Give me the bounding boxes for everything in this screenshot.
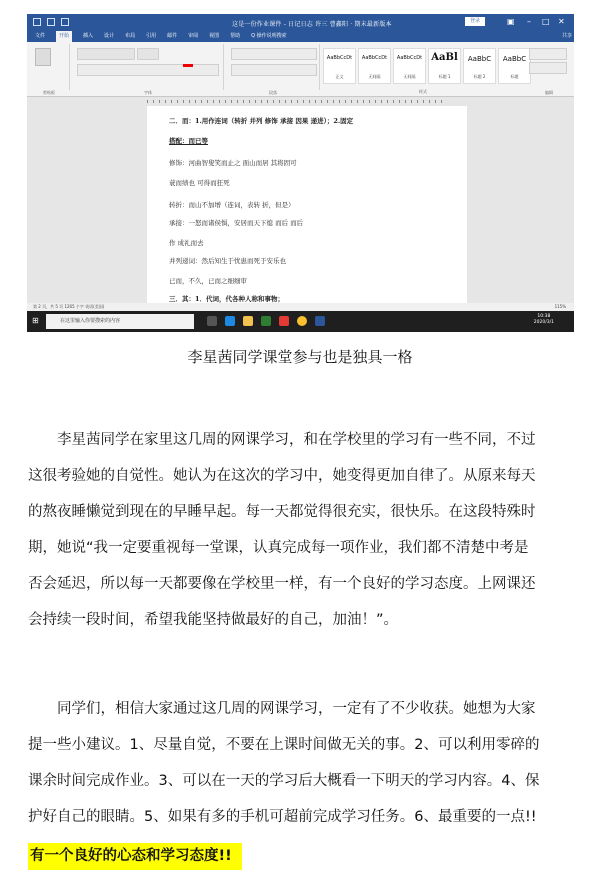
replace-button[interactable] [529,62,567,74]
word-screenshot [27,14,574,332]
doc-line: 作 成礼而去 [169,239,204,247]
styles-group-label: 样式 [419,89,427,94]
undo-icon[interactable] [47,18,55,26]
paragraph-line: 提一些小建议。1、尽量自觉，不要在上课时间做无关的事。2、可以利用零碎的 [28,737,540,753]
tab-layout[interactable]: 布局 [125,33,136,39]
list-buttons[interactable] [231,48,317,60]
file-explorer-icon[interactable] [243,316,253,326]
app-icon[interactable] [279,316,289,326]
search-placeholder: 在这里输入你要搜索的内容 [60,318,121,324]
style-preview: AaBbCcDt [396,55,423,61]
style-normal[interactable] [323,48,356,84]
paragraph-line: 课余时间完成作业。3、可以在一天的学习后大概看一下明天的学习内容。4、保 [28,773,540,789]
ribbon-display-icon[interactable]: ▣ [507,17,515,26]
status-text: 第 2 页，共 5 页 1265 个字 英语(美国) [33,304,105,309]
ruler [27,97,574,106]
windows-taskbar [27,311,574,332]
style-heading-2[interactable] [463,48,496,84]
close-icon[interactable]: ✕ [558,17,565,26]
paragraph-line: 李星茜同学在家里这几周的网课学习，和在学校里的学习有一些不同，不过 [57,432,536,448]
style-name: 标题 [510,74,519,79]
editing-group-label: 编辑 [545,90,553,95]
browser-icon[interactable] [297,316,307,326]
paragraph-1 [28,422,576,638]
paste-icon[interactable] [35,48,51,66]
paragraph-2 [28,691,576,835]
style-name: 标题 2 [473,74,486,79]
paragraph-line: 否会延迟，所以每一天都要像在学校里一样，有一个良好的学习态度。上网课还 [28,576,536,592]
ruler-ticks [147,100,447,103]
ribbon [27,42,574,97]
paragraph-line: 同学们，相信大家通过这几周的网课学习，一定有了不少收获。她想为大家 [57,701,536,717]
taskbar-search-input[interactable] [46,314,194,329]
maximize-icon[interactable]: □ [542,17,550,26]
paragraph-line: 期，她说“我一定要重视每一堂课，认真完成每一项作业，我们都不清楚中考是 [28,540,529,556]
editing-group [527,44,571,95]
doc-line: 已而，不久，已而之细细审 [169,277,247,285]
style-no-spacing-2[interactable] [393,48,426,84]
signin-button[interactable]: 登录 [465,17,485,26]
style-name: 正文 [335,74,344,79]
word-icon[interactable] [315,316,325,326]
doc-line: 三．其：1．代词，代各种人称和事物； [169,295,285,303]
tab-home[interactable]: 开始 [56,31,72,42]
font-color-icon[interactable] [183,64,193,67]
share-button[interactable]: 共享 [561,33,572,39]
doc-line: 转折：而山不加增（连词，表转 折，但是） [169,201,295,209]
find-button[interactable] [529,48,567,60]
clipboard-group [29,44,70,95]
paragraph-line: 的熬夜睡懒觉到现在的早睡早起。每一天都觉得很充实，很快乐。在这段特殊时 [28,504,536,520]
tell-me-search[interactable]: Q 操作说明搜索 [251,33,287,39]
clipboard-group-label: 剪贴板 [43,90,55,95]
edge-icon[interactable] [225,316,235,326]
redo-icon[interactable] [61,18,69,26]
windows-start-icon[interactable]: ⊞ [32,316,39,325]
paragraph-group [227,44,320,95]
minimize-icon[interactable]: – [527,17,531,26]
paragraph-line: 这很考验她的自觉性。她认为在这次的学习中，她变得更加自律了。从原来每天 [28,468,536,484]
zoom-level[interactable]: 115% [554,304,566,309]
clock-time: 10:38 [537,314,551,319]
style-preview: AaBbC [502,55,527,63]
doc-line: 承接：一怒而诸侯惧，安居而天下熄 而后 而后 [169,219,304,227]
style-preview: AaBbC [467,55,492,63]
tab-design[interactable]: 设计 [104,33,115,39]
save-icon[interactable] [33,18,41,26]
style-name: 无间隔 [403,74,416,79]
ribbon-tabs [27,31,574,42]
tab-review[interactable]: 审阅 [188,33,199,39]
styles-gallery [323,48,531,84]
style-no-spacing[interactable] [358,48,391,84]
status-bar [27,303,574,311]
tab-view[interactable]: 视图 [209,33,220,39]
tab-insert[interactable]: 插入 [83,33,94,39]
doc-line: 蓑而绩也 可得而狂死 [169,179,230,187]
style-heading-1[interactable] [428,48,461,84]
style-preview: AaBbCcDt [361,55,388,61]
tab-references[interactable]: 引用 [146,33,157,39]
doc-line: 修饰：河曲智叟笑而止之 面山而居 其将固可 [169,159,297,167]
alignment-buttons[interactable] [231,64,317,76]
store-icon[interactable] [261,316,271,326]
style-name: 无间隔 [368,74,381,79]
window-title: 这是一份作业课件 - 日记日志 许三 曹鑫阳 · 期末最新版本 [232,21,392,28]
style-preview: AaBl [431,52,458,63]
doc-line: 搭配：而已等 [169,137,208,145]
tab-mailings[interactable]: 邮件 [167,33,178,39]
font-group-label: 字体 [144,90,152,95]
style-preview: AaBbCcDt [326,55,353,61]
paragraph-line: 护好自己的眼睛。5、如果有多的手机可超前完成学习任务。6、最重要的一点!! [28,809,537,825]
taskbar-clock[interactable] [534,314,554,326]
font-format-buttons[interactable] [77,64,219,76]
image-caption: 李星茜同学课堂参与也是独具一格 [187,348,413,366]
document-area[interactable] [27,106,574,303]
font-group [73,44,224,95]
tab-file[interactable]: 文件 [35,33,46,39]
doc-line: 并列递词：然后知生于忧患而死于安乐也 [169,257,286,265]
font-name-select[interactable] [77,48,135,60]
document-page[interactable] [147,106,467,303]
task-view-icon[interactable] [207,316,217,326]
clock-date: 2020/3/1 [533,320,554,325]
paragraph-line: 会持续一段时间，希望我能坚持做最好的自己，加油！”。 [28,612,399,628]
tab-help[interactable]: 帮助 [230,33,241,39]
quick-access-toolbar [33,18,69,26]
paragraph-group-label: 段落 [269,90,277,95]
style-name: 标题 1 [438,74,451,79]
word-title-bar [27,14,574,31]
taskbar-apps [207,316,325,326]
highlighted-conclusion: 有一个良好的心态和学习态度!! [28,843,242,870]
font-size-select[interactable] [137,48,159,60]
doc-line: 二．而：1.用作连词（转折 并列 修饰 承接 因果 递进）；2.固定 [169,117,354,125]
